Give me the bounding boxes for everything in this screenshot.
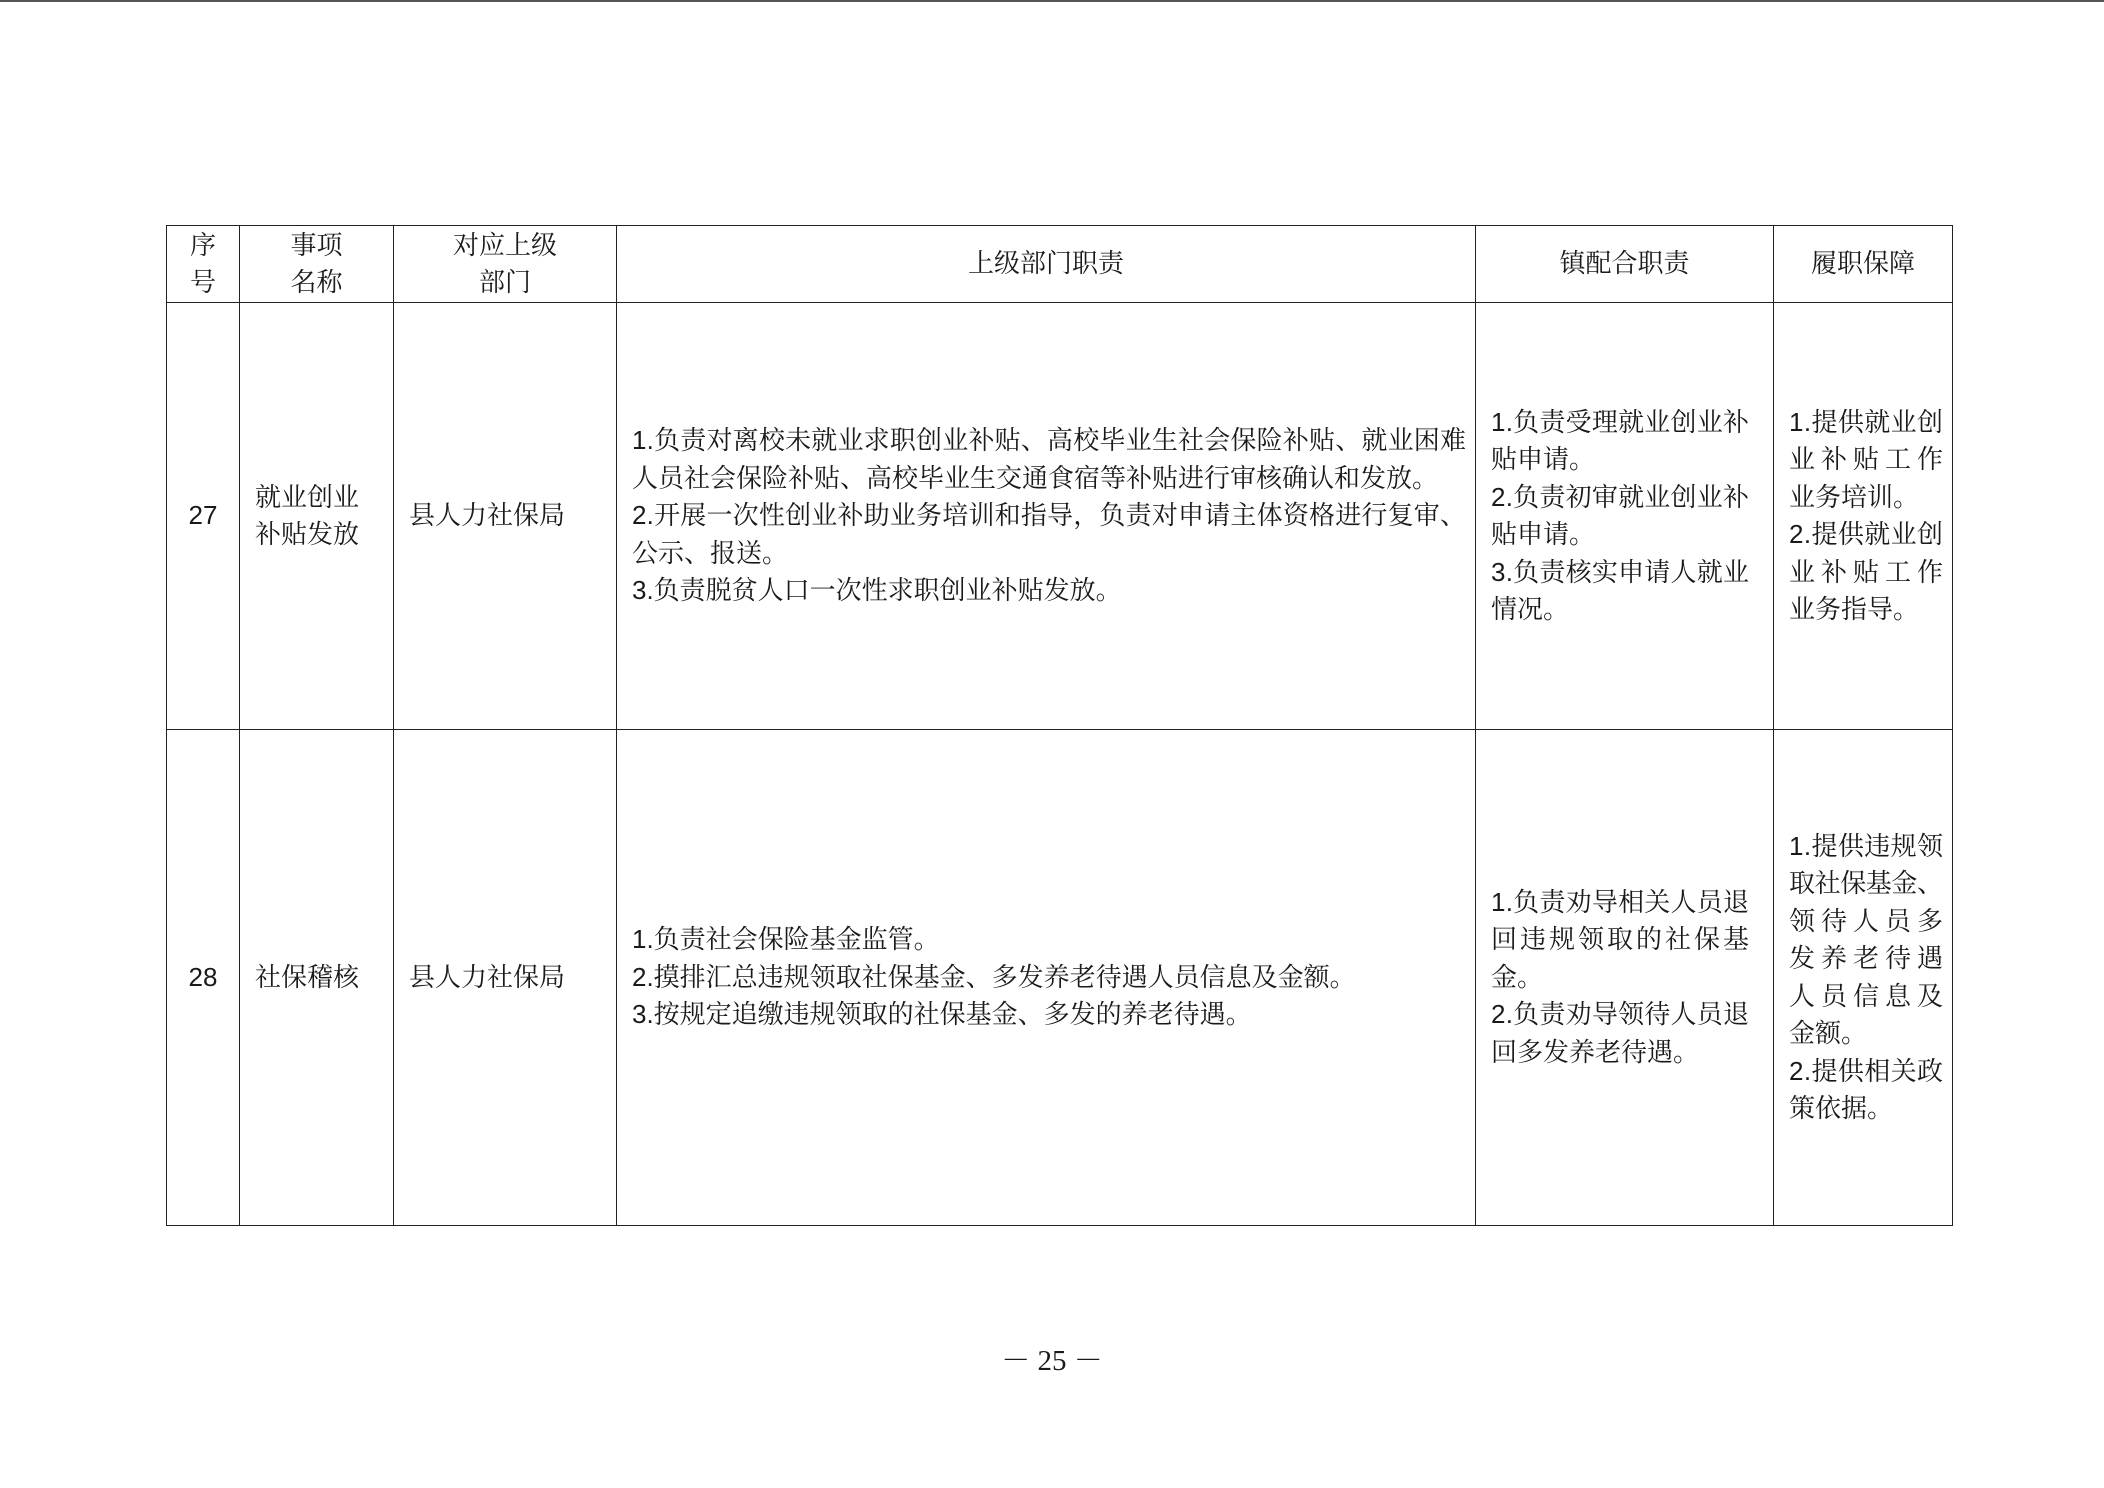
seq-cell xyxy=(167,730,240,1226)
item-name-cell xyxy=(240,730,394,1226)
responsibility-table xyxy=(166,225,1953,1226)
seq-number: 28 xyxy=(188,961,218,992)
duty-item xyxy=(632,422,1466,497)
text-line: 金额。 xyxy=(1789,1018,1868,1048)
text-line: 1.提供就业创 xyxy=(1789,406,1944,437)
header-item xyxy=(240,226,394,303)
dept-name: 县人力社保局 xyxy=(409,961,566,992)
town-duty-item xyxy=(1491,404,1749,479)
page-top-edge xyxy=(0,0,2104,2)
text-line: 业补贴工作 xyxy=(1789,444,1949,474)
support-item xyxy=(1789,404,1949,517)
page-number: － 25 － xyxy=(1001,1345,1103,1377)
text-line: 取社保基金、 xyxy=(1789,868,1943,898)
header-town-label: 镇配合职责 xyxy=(1559,248,1690,279)
text-line: 1.提供违规领 xyxy=(1789,830,1944,861)
text-line: 业务指导。 xyxy=(1789,594,1920,624)
duty-item xyxy=(632,959,1466,997)
text-line: 2.负责初审就业创业补 xyxy=(1491,481,1750,512)
town-duty-item xyxy=(1491,884,1752,997)
text-line: 贴申请。 xyxy=(1491,519,1596,549)
header-town xyxy=(1476,226,1774,303)
header-seq-label: 序号 xyxy=(189,229,216,297)
text-line: 2.摸排汇总违规领取社保基金、多发养老待遇人员信息及金额。 xyxy=(632,961,1356,992)
text-line: 1.负责受理就业创业补 xyxy=(1491,406,1750,437)
text-line: 3.负责核实申请人就业 xyxy=(1491,556,1750,587)
text-line: 业补贴工作 xyxy=(1789,556,1949,587)
header-duties xyxy=(617,226,1476,303)
text-line: 2.负责劝导领待人员退 xyxy=(1491,999,1750,1030)
duty-item xyxy=(632,497,1466,572)
text-line: 发养老待遇 xyxy=(1789,943,1949,973)
header-duties-label: 上级部门职责 xyxy=(967,248,1124,279)
header-support xyxy=(1774,226,1953,303)
header-item-label: 事项名称 xyxy=(290,229,343,297)
town-duty-item xyxy=(1491,479,1749,554)
text-line: 金。 xyxy=(1491,961,1544,992)
text-line: 领待人员多 xyxy=(1789,905,1949,936)
town-duties-cell xyxy=(1476,730,1774,1226)
item-name: 社保稽核 xyxy=(255,961,360,992)
header-support-label: 履职保障 xyxy=(1810,248,1915,279)
town-duty-item xyxy=(1491,554,1749,629)
support-item xyxy=(1789,1053,1943,1128)
text-line: 2.开展一次性创业补助业务培训和指导，负责对申请主体资格进行复审、 xyxy=(632,500,1467,531)
text-line: 1.负责对离校未就业求职创业补贴、高校毕业生社会保险补贴、就业困难 xyxy=(632,425,1467,456)
duties-cell xyxy=(617,730,1476,1226)
seq-cell xyxy=(167,303,240,730)
support-cell xyxy=(1774,730,1953,1226)
text-line: 2.提供相关政 xyxy=(1789,1055,1944,1086)
dept-name: 县人力社保局 xyxy=(409,500,566,531)
table-row xyxy=(167,303,1953,730)
header-dept xyxy=(394,226,617,303)
table-row xyxy=(167,730,1953,1226)
text-line: 策依据。 xyxy=(1789,1093,1894,1123)
text-line: 回多发养老待遇。 xyxy=(1491,1036,1700,1067)
town-duties-cell xyxy=(1476,303,1774,730)
duty-item xyxy=(632,572,1466,610)
support-item xyxy=(1789,828,1949,1053)
text-line: 3.负责脱贫人口一次性求职创业补贴发放。 xyxy=(632,575,1122,606)
seq-number: 27 xyxy=(188,500,218,531)
duty-item xyxy=(632,996,1466,1034)
duty-item xyxy=(632,921,1466,959)
text-line: 2.提供就业创 xyxy=(1789,519,1944,549)
duties-cell xyxy=(617,303,1476,730)
text-line: 1.负责劝导相关人员退 xyxy=(1491,886,1750,917)
text-line: 业务培训。 xyxy=(1789,481,1920,512)
text-line: 1.负责社会保险基金监管。 xyxy=(632,924,940,955)
text-line: 人员社会保险补贴、高校毕业生交通食宿等补贴进行审核确认和发放。 xyxy=(632,462,1439,493)
support-item xyxy=(1789,516,1949,629)
table-header-row xyxy=(167,226,1953,303)
support-cell xyxy=(1774,303,1953,730)
item-name-cell xyxy=(240,303,394,730)
town-duty-item xyxy=(1491,996,1749,1071)
text-line: 贴申请。 xyxy=(1491,444,1596,474)
text-line: 3.按规定追缴违规领取的社保基金、多发的养老待遇。 xyxy=(632,999,1252,1030)
item-name: 就业创业补贴发放 xyxy=(255,481,360,549)
header-seq xyxy=(167,226,240,303)
text-line: 人员信息及 xyxy=(1789,980,1949,1011)
header-dept-label: 对应上级部门 xyxy=(452,229,557,297)
text-line: 情况。 xyxy=(1491,594,1570,624)
dept-cell xyxy=(394,730,617,1226)
text-line: 回违规领取的社保基 xyxy=(1491,924,1752,955)
text-line: 公示、报送。 xyxy=(632,537,789,568)
dept-cell xyxy=(394,303,617,730)
